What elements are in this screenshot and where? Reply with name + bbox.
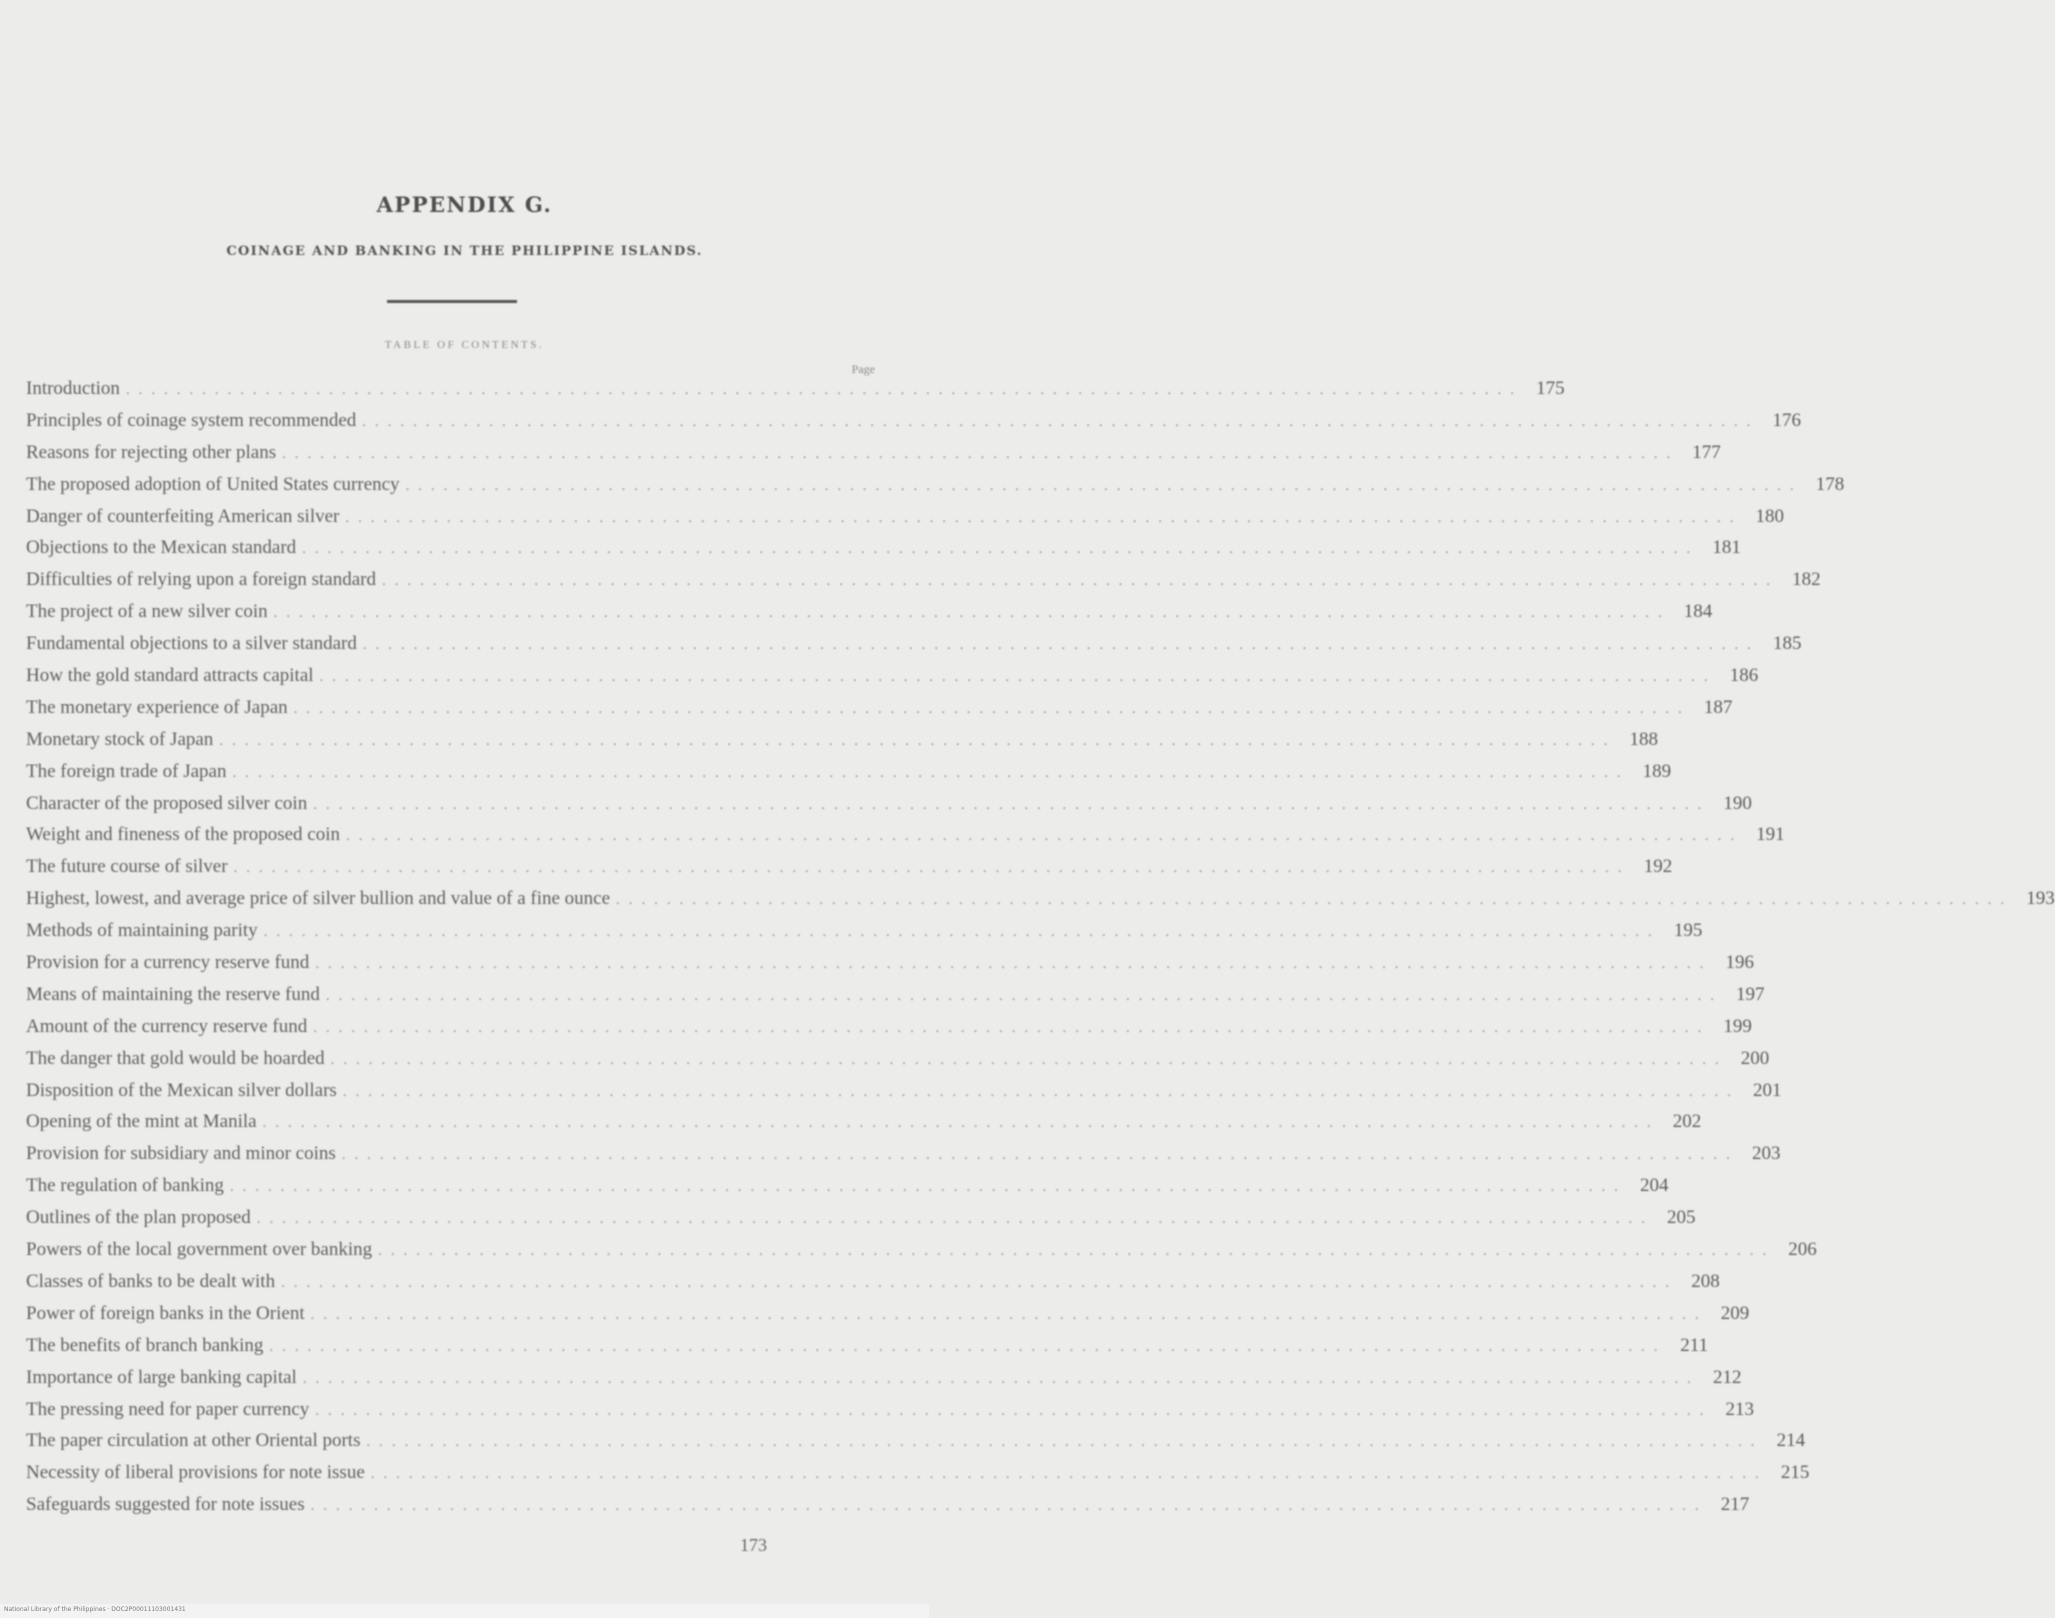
- toc-leader-dots: . . . . . . . . . . . . . . . . . . . . . . . . . . . . . . . . . . . . . . . . . . . . . . . . . . . . . . . . . . . . . . . . . . . . . . . . . . . . . . . . . . . . . . . . . . . . . . . . . . . . . . . . . . . . . .: [232, 764, 1624, 781]
- toc-entry-page: 203: [1751, 1143, 1781, 1165]
- toc-entry-title: Monetary stock of Japan: [26, 728, 214, 750]
- toc-entry-page: 199: [1723, 1015, 1752, 1037]
- toc-entry-page: 206: [1788, 1239, 1817, 1261]
- toc-leader-dots: . . . . . . . . . . . . . . . . . . . . . . . . . . . . . . . . . . . . . . . . . . . . . . . . . . . . . . . . . . . . . . . . . . . . . . . . . . . . . . . . . . . . . . . . . . . . . . . . . . . . . . . . . . . . . .: [310, 1306, 1702, 1323]
- toc-entry: [26, 473, 1845, 506]
- toc-entry-page: 180: [1755, 505, 1785, 527]
- toc-entry-page: 192: [1643, 856, 1673, 878]
- toc-leader-dots: . . . . . . . . . . . . . . . . . . . . . . . . . . . . . . . . . . . . . . . . . . . . . . . . . . . . . . . . . . . . . . . . . . . . . . . . . . . . . . . . . . . . . . . . . . . . . . . . . . . . . . . . . . . . . .: [341, 1147, 1733, 1164]
- toc-leader-dots: . . . . . . . . . . . . . . . . . . . . . . . . . . . . . . . . . . . . . . . . . . . . . . . . . . . . . . . . . . . . . . . . . . . . . . . . . . . . . . . . . . . . . . . . . . . . . . . . . . . . . . . . . . . . . .: [370, 1466, 1762, 1483]
- toc-entry-page: 177: [1692, 441, 1721, 463]
- toc-leader-dots: . . . . . . . . . . . . . . . . . . . . . . . . . . . . . . . . . . . . . . . . . . . . . . . . . . . . . . . . . . . . . . . . . . . . . . . . . . . . . . . . . . . . . . . . . . . . . . . . . . . . . . . . . . . . . .: [362, 637, 1754, 654]
- toc-entry: [26, 728, 1658, 761]
- toc-entry: [26, 1239, 1817, 1271]
- toc-entry: [26, 1398, 1754, 1431]
- toc-entry-page: 211: [1680, 1334, 1709, 1356]
- toc-leader-dots: . . . . . . . . . . . . . . . . . . . . . . . . . . . . . . . . . . . . . . . . . . . . . . . . . . . . . . . . . . . . . . . . . . . . . . . . . . . . . . . . . . . . . . . . . . . . . . . . . . . . . . . . . . . . . .: [362, 413, 1753, 430]
- toc-leader-dots: . . . . . . . . . . . . . . . . . . . . . . . . . . . . . . . . . . . . . . . . . . . . . . . . . . . . . . . . . . . . . . . . . . . . . . . . . . . . . . . . . . . . . . . . . . . . . . . . . . . . . . . . . . . . . .: [262, 1115, 1654, 1132]
- toc-entry: [26, 441, 1721, 474]
- toc-entry-page: 182: [1792, 569, 1821, 591]
- toc-entry-title: Outlines of the plan proposed: [26, 1207, 251, 1229]
- toc-entry-page: 201: [1752, 1079, 1782, 1101]
- toc-entry: [26, 569, 1821, 601]
- toc-entry: [26, 665, 1759, 697]
- toc-entry-title: The pressing need for paper currency: [26, 1398, 310, 1420]
- toc-leader-dots: . . . . . . . . . . . . . . . . . . . . . . . . . . . . . . . . . . . . . . . . . . . . . . . . . . . . . . . . . . . . . . . . . . . . . . . . . . . . . . . . . . . . . . . . . . . . . . . . . . . . . . . . . . . . . .: [378, 1243, 1769, 1260]
- toc-leader-dots: . . . . . . . . . . . . . . . . . . . . . . . . . . . . . . . . . . . . . . . . . . . . . . . . . . . . . . . . . . . . . . . . . . . . . . . . . . . . . . . . . . . . . . . . . . . . . . . . . . . . . . . . . . . . . .: [330, 1051, 1722, 1068]
- toc-leader-dots: . . . . . . . . . . . . . . . . . . . . . . . . . . . . . . . . . . . . . . . . . . . . . . . . . . . . . . . . . . . . . . . . . . . . . . . . . . . . . . . . . . . . . . . . . . . . . . . . . . . . . . . . . . . . . .: [282, 445, 1673, 462]
- toc-leader-dots: . . . . . . . . . . . . . . . . . . . . . . . . . . . . . . . . . . . . . . . . . . . . . . . . . . . . . . . . . . . . . . . . . . . . . . . . . . . . . . . . . . . . . . . . . . . . . . . . . . . . . . . . . . . . . .: [382, 573, 1773, 590]
- toc-entry-title: Provision for a currency reserve fund: [26, 952, 310, 974]
- toc-entry-title: Principles of coinage system recommended: [26, 409, 357, 431]
- toc-entry: [26, 378, 1565, 410]
- toc-entry-title: Difficulties of relying upon a foreign standard: [26, 569, 376, 591]
- toc-entry-title: Means of maintaining the reserve fund: [26, 983, 320, 1005]
- toc-leader-dots: . . . . . . . . . . . . . . . . . . . . . . . . . . . . . . . . . . . . . . . . . . . . . . . . . . . . . . . . . . . . . . . . . . . . . . . . . . . . . . . . . . . . . . . . . . . . . . . . . . . . . . . . . . . . . .: [315, 1402, 1706, 1419]
- toc-entry-page: 197: [1736, 983, 1765, 1005]
- toc-entry-title: Amount of the currency reserve fund: [26, 1015, 308, 1037]
- toc-entry-title: The monetary experience of Japan: [26, 696, 288, 718]
- toc-entry-page: 196: [1725, 952, 1754, 974]
- toc-leader-dots: . . . . . . . . . . . . . . . . . . . . . . . . . . . . . . . . . . . . . . . . . . . . . . . . . . . . . . . . . . . . . . . . . . . . . . . . . . . . . . . . . . . . . . . . . . . . . . . . . . . . . . . . . . . . . .: [125, 382, 1517, 398]
- toc-entry-title: The project of a new silver coin: [26, 601, 268, 623]
- toc-entry: [26, 1270, 1720, 1303]
- toc-leader-dots: . . . . . . . . . . . . . . . . . . . . . . . . . . . . . . . . . . . . . . . . . . . . . . . . . . . . . . . . . . . . . . . . . . . . . . . . . . . . . . . . . . . . . . . . . . . . . . . . . . . . . . . . . . . . . .: [263, 924, 1655, 941]
- toc-leader-dots: . . . . . . . . . . . . . . . . . . . . . . . . . . . . . . . . . . . . . . . . . . . . . . . . . . . . . . . . . . . . . . . . . . . . . . . . . . . . . . . . . . . . . . . . . . . . . . . . . . . . . . . . . . . . . .: [319, 669, 1711, 686]
- toc-leader-dots: . . . . . . . . . . . . . . . . . . . . . . . . . . . . . . . . . . . . . . . . . . . . . . . . . . . . . . . . . . . . . . . . . . . . . . . . . . . . . . . . . . . . . . . . . . . . . . . . . . . . . . . . . . . . . .: [281, 1274, 1672, 1291]
- toc-entry-title: Classes of banks to be dealt with: [26, 1270, 276, 1292]
- toc-entry: [26, 1015, 1752, 1048]
- toc-entry: [26, 792, 1752, 825]
- toc-leader-dots: . . . . . . . . . . . . . . . . . . . . . . . . . . . . . . . . . . . . . . . . . . . . . . . . . . . . . . . . . . . . . . . . . . . . . . . . . . . . . . . . . . . . . . . . . . . . . . . . . . . . . . . . . . . . . .: [310, 1498, 1702, 1515]
- toc-entry: [26, 1494, 1750, 1526]
- toc-leader-dots: . . . . . . . . . . . . . . . . . . . . . . . . . . . . . . . . . . . . . . . . . . . . . . . . . . . . . . . . . . . . . . . . . . . . . . . . . . . . . . . . . . . . . . . . . . . . . . . . . . . . . . . . . . . . . .: [366, 1434, 1758, 1451]
- toc-entry-page: 175: [1536, 378, 1565, 399]
- toc-entry-title: The proposed adoption of United States currency: [26, 473, 400, 495]
- toc-entry-page: 178: [1815, 473, 1845, 495]
- toc-heading: TABLE OF CONTENTS.: [384, 339, 545, 351]
- toc-leader-dots: . . . . . . . . . . . . . . . . . . . . . . . . . . . . . . . . . . . . . . . . . . . . . . . . . . . . . . . . . . . . . . . . . . . . . . . . . . . . . . . . . . . . . . . . . . . . . . . . . . . . . . . . . . . . . .: [273, 605, 1665, 622]
- toc-entry-title: Danger of counterfeiting American silver: [26, 505, 340, 527]
- toc-entry-page: 184: [1683, 601, 1713, 623]
- toc-entry: [26, 537, 1741, 569]
- toc-entry-page: 214: [1776, 1430, 1806, 1452]
- toc-entry-title: The danger that gold would be hoarded: [26, 1047, 325, 1069]
- toc-entry-title: Character of the proposed silver coin: [26, 792, 308, 814]
- toc-entry-page: 204: [1640, 1175, 1669, 1197]
- toc-entry: [26, 601, 1713, 633]
- toc-entry-title: The future course of silver: [26, 856, 228, 878]
- toc-entry-title: The regulation of banking: [26, 1175, 224, 1197]
- toc-entry-page: 200: [1740, 1047, 1770, 1069]
- toc-entry: [26, 952, 1754, 984]
- toc-leader-dots: . . . . . . . . . . . . . . . . . . . . . . . . . . . . . . . . . . . . . . . . . . . . . . . . . . . . . . . . . . . . . . . . . . . . . . . . . . . . . . . . . . . . . . . . . . . . . . . . . . . . . . . . . . . . . .: [302, 1370, 1694, 1387]
- toc-entry-page: 190: [1723, 792, 1752, 814]
- appendix-title: APPENDIX G.: [376, 192, 553, 217]
- toc-entry: [26, 1334, 1709, 1367]
- toc-leader-dots: . . . . . . . . . . . . . . . . . . . . . . . . . . . . . . . . . . . . . . . . . . . . . . . . . . . . . . . . . . . . . . . . . . . . . . . . . . . . . . . . . . . . . . . . . . . . . . . . . . . . . . . . . . . . . .: [405, 477, 1797, 494]
- toc-leader-dots: . . . . . . . . . . . . . . . . . . . . . . . . . . . . . . . . . . . . . . . . . . . . . . . . . . . . . . . . . . . . . . . . . . . . . . . . . . . . . . . . . . . . . . . . . . . . . . . . . . . . . . . . . . . . . .: [315, 956, 1706, 973]
- toc-leader-dots: . . . . . . . . . . . . . . . . . . . . . . . . . . . . . . . . . . . . . . . . . . . . . . . . . . . . . . . . . . . . . . . . . . . . . . . . . . . . . . . . . . . . . . . . . . . . . . . . . . . . . . . . . . . . . .: [342, 1083, 1734, 1100]
- toc-entry-title: The foreign trade of Japan: [26, 760, 227, 782]
- toc-leader-dots: . . . . . . . . . . . . . . . . . . . . . . . . . . . . . . . . . . . . . . . . . . . . . . . . . . . . . . . . . . . . . . . . . . . . . . . . . . . . . . . . . . . . . . . . . . . . . . . . . . . . . . . . . . . . . .: [616, 892, 2007, 909]
- toc-entry-title: Powers of the local government over banking: [26, 1239, 373, 1261]
- toc-entry-page: 185: [1773, 633, 1802, 655]
- toc-entry: [26, 1047, 1770, 1080]
- toc-entry: [26, 1366, 1742, 1399]
- toc-entry: [26, 696, 1733, 729]
- toc-entry-page: 188: [1629, 728, 1658, 750]
- toc-entry: [26, 1462, 1810, 1494]
- toc-entry: [26, 983, 1765, 1016]
- footer-text: National Library of the Philippines · DOC2P00011103001431: [4, 1606, 186, 1613]
- toc-entry: [26, 824, 1785, 856]
- toc-leader-dots: . . . . . . . . . . . . . . . . . . . . . . . . . . . . . . . . . . . . . . . . . . . . . . . . . . . . . . . . . . . . . . . . . . . . . . . . . . . . . . . . . . . . . . . . . . . . . . . . . . . . . . . . . . . . . .: [313, 1019, 1704, 1036]
- toc-entry: [26, 856, 1673, 888]
- toc-leader-dots: . . . . . . . . . . . . . . . . . . . . . . . . . . . . . . . . . . . . . . . . . . . . . . . . . . . . . . . . . . . . . . . . . . . . . . . . . . . . . . . . . . . . . . . . . . . . . . . . . . . . . . . . . . . . . .: [229, 1179, 1621, 1196]
- toc-entry: [26, 920, 1703, 952]
- toc-entry-title: Methods of maintaining parity: [26, 920, 258, 942]
- toc-entry-page: 193: [2026, 888, 2055, 910]
- toc-leader-dots: . . . . . . . . . . . . . . . . . . . . . . . . . . . . . . . . . . . . . . . . . . . . . . . . . . . . . . . . . . . . . . . . . . . . . . . . . . . . . . . . . . . . . . . . . . . . . . . . . . . . . . . . . . . . . .: [256, 1211, 1648, 1228]
- toc-entry: [26, 1079, 1782, 1112]
- toc-entry-title: Disposition of the Mexican silver dollars: [26, 1079, 337, 1101]
- toc-entry-title: Power of foreign banks in the Orient: [26, 1302, 305, 1324]
- toc-entry: [26, 760, 1672, 793]
- toc-entry: [26, 505, 1785, 538]
- toc-leader-dots: . . . . . . . . . . . . . . . . . . . . . . . . . . . . . . . . . . . . . . . . . . . . . . . . . . . . . . . . . . . . . . . . . . . . . . . . . . . . . . . . . . . . . . . . . . . . . . . . . . . . . . . . . . . . . .: [313, 796, 1704, 813]
- toc-entry-page: 208: [1691, 1270, 1720, 1292]
- toc-entry: [26, 1143, 1781, 1175]
- toc-entry-title: Highest, lowest, and average price of silver bullion and value of a fine ounce: [26, 888, 611, 910]
- toc-entry-title: Objections to the Mexican standard: [26, 537, 297, 559]
- toc-entry-page: 187: [1703, 696, 1733, 718]
- appendix-subtitle: COINAGE AND BANKING IN THE PHILIPPINE ISLANDS.: [226, 244, 703, 259]
- toc-leader-dots: . . . . . . . . . . . . . . . . . . . . . . . . . . . . . . . . . . . . . . . . . . . . . . . . . . . . . . . . . . . . . . . . . . . . . . . . . . . . . . . . . . . . . . . . . . . . . . . . . . . . . . . . . . . . . .: [219, 732, 1610, 749]
- toc-entry-page: 205: [1666, 1207, 1696, 1229]
- toc-leader-dots: . . . . . . . . . . . . . . . . . . . . . . . . . . . . . . . . . . . . . . . . . . . . . . . . . . . . . . . . . . . . . . . . . . . . . . . . . . . . . . . . . . . . . . . . . . . . . . . . . . . . . . . . . . . . . .: [293, 700, 1685, 717]
- toc-entry: [26, 1175, 1669, 1207]
- toc-entry-page: 195: [1673, 920, 1703, 942]
- toc-entry: [26, 1111, 1702, 1143]
- toc-entry-page: 202: [1672, 1111, 1702, 1133]
- toc-entry: [26, 1430, 1806, 1462]
- table-of-contents: [26, 378, 2055, 1526]
- toc-leader-dots: . . . . . . . . . . . . . . . . . . . . . . . . . . . . . . . . . . . . . . . . . . . . . . . . . . . . . . . . . . . . . . . . . . . . . . . . . . . . . . . . . . . . . . . . . . . . . . . . . . . . . . . . . . . . . .: [233, 860, 1625, 877]
- toc-entry-page: 212: [1712, 1366, 1742, 1388]
- toc-entry: [26, 1302, 1750, 1335]
- toc-leader-dots: . . . . . . . . . . . . . . . . . . . . . . . . . . . . . . . . . . . . . . . . . . . . . . . . . . . . . . . . . . . . . . . . . . . . . . . . . . . . . . . . . . . . . . . . . . . . . . . . . . . . . . . . . . . . . .: [345, 509, 1737, 526]
- toc-entry-title: Weight and fineness of the proposed coin: [26, 824, 341, 846]
- toc-entry: [26, 409, 1801, 442]
- toc-entry-page: 215: [1780, 1462, 1810, 1484]
- page-column-label: Page: [851, 362, 875, 376]
- toc-leader-dots: . . . . . . . . . . . . . . . . . . . . . . . . . . . . . . . . . . . . . . . . . . . . . . . . . . . . . . . . . . . . . . . . . . . . . . . . . . . . . . . . . . . . . . . . . . . . . . . . . . . . . . . . . . . . . .: [325, 987, 1717, 1004]
- toc-entry-title: Necessity of liberal provisions for note issue: [26, 1462, 365, 1484]
- toc-entry-page: 209: [1720, 1302, 1750, 1324]
- toc-leader-dots: . . . . . . . . . . . . . . . . . . . . . . . . . . . . . . . . . . . . . . . . . . . . . . . . . . . . . . . . . . . . . . . . . . . . . . . . . . . . . . . . . . . . . . . . . . . . . . . . . . . . . . . . . . . . . .: [302, 541, 1693, 558]
- toc-entry-title: Reasons for rejecting other plans: [26, 441, 277, 463]
- page-number: 173: [740, 1535, 767, 1555]
- toc-entry-title: The paper circulation at other Oriental ports: [26, 1430, 361, 1452]
- toc-entry-title: Provision for subsidiary and minor coins: [26, 1143, 336, 1165]
- toc-leader-dots: . . . . . . . . . . . . . . . . . . . . . . . . . . . . . . . . . . . . . . . . . . . . . . . . . . . . . . . . . . . . . . . . . . . . . . . . . . . . . . . . . . . . . . . . . . . . . . . . . . . . . . . . . . . . . .: [269, 1338, 1661, 1355]
- toc-entry: [26, 1207, 1696, 1239]
- toc-entry-page: 176: [1772, 409, 1801, 431]
- toc-entry-title: Opening of the mint at Manila: [26, 1111, 257, 1133]
- toc-entry-page: 186: [1729, 665, 1759, 687]
- toc-entry-title: Importance of large banking capital: [26, 1366, 297, 1388]
- toc-entry-title: Introduction: [26, 378, 120, 399]
- title-divider: [387, 300, 517, 303]
- toc-leader-dots: . . . . . . . . . . . . . . . . . . . . . . . . . . . . . . . . . . . . . . . . . . . . . . . . . . . . . . . . . . . . . . . . . . . . . . . . . . . . . . . . . . . . . . . . . . . . . . . . . . . . . . . . . . . . . .: [346, 828, 1737, 845]
- toc-entry-page: 191: [1756, 824, 1785, 846]
- toc-entry: [26, 888, 2055, 920]
- toc-entry-page: 217: [1720, 1494, 1750, 1516]
- toc-entry-title: The benefits of branch banking: [26, 1334, 264, 1356]
- toc-entry-title: How the gold standard attracts capital: [26, 665, 314, 687]
- toc-entry-page: 213: [1725, 1398, 1754, 1420]
- toc-entry-page: 189: [1642, 760, 1672, 782]
- toc-entry-page: 181: [1712, 537, 1741, 559]
- toc-entry: [26, 633, 1802, 665]
- toc-entry-title: Fundamental objections to a silver standard: [26, 633, 357, 655]
- toc-entry-title: Safeguards suggested for note issues: [26, 1494, 305, 1516]
